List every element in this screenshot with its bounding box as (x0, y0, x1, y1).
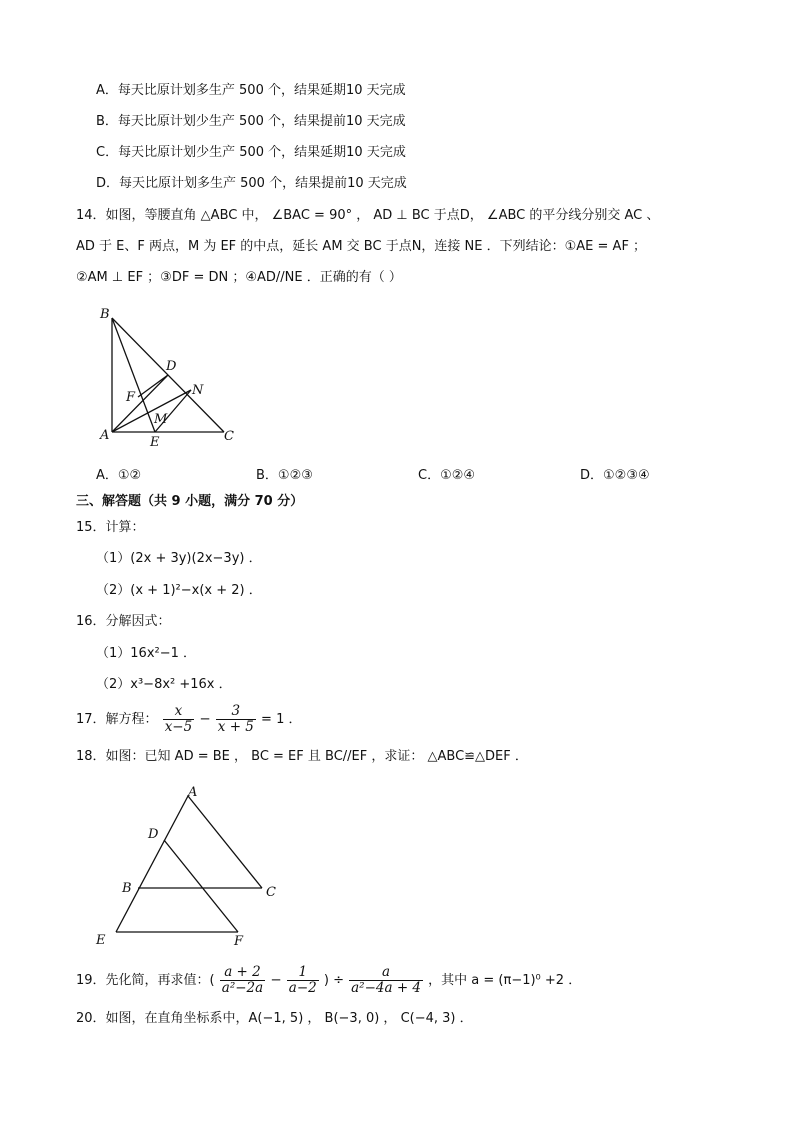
label-a: A (100, 428, 110, 443)
q17-equation (76, 702, 301, 737)
q18-triangles-figure (92, 782, 292, 952)
q17-frac2-numerator: 3 (216, 704, 256, 720)
q16-part-1: （1）16x²−1 ． (96, 646, 197, 661)
q13-option-a: A．每天比原计划多生产 500 个，结果延期10 天完成 (96, 83, 406, 98)
q19-frac1-numerator: a + 2 (220, 965, 265, 981)
q19-frac2-numerator: 1 (287, 965, 319, 981)
q19-fraction-1 (220, 965, 265, 996)
q13-option-d: D．每天比原计划多生产 500 个，结果提前10 天完成 (96, 176, 407, 191)
q16-title: 16．分解因式： (76, 614, 171, 629)
segment-ae (116, 796, 188, 932)
q14-option-a: A．①② (96, 468, 142, 483)
label-b-18: B (122, 881, 132, 896)
segment-ac-18 (188, 796, 262, 888)
q18-text: 18．如图：已知 AD = BE ， BC = EF 且 BC//EF ，求证： △ABC≌△DEF ． (76, 749, 528, 764)
q19-expression (76, 962, 581, 999)
label-e: E (150, 435, 160, 446)
q17-fraction-1 (163, 704, 195, 735)
q19-divide: ) ÷ (323, 973, 344, 988)
q14-line-2: AD 于 E、F 两点，M 为 EF 的中点，延长 AM 交 BC 于点N，连接 NE ．下列结论：①AE = AF ； (76, 239, 647, 254)
label-e-18: E (96, 933, 106, 948)
q17-prefix: 17．解方程： (76, 712, 158, 727)
label-c-18: C (266, 885, 276, 900)
q19-frac3-denominator: a²−4a + 4 (351, 980, 422, 996)
label-d-18: D (148, 827, 159, 842)
q14-line-1: 14．如图，等腰直角 △ABC 中， ∠BAC = 90° ， AD ⊥ BC 于点D， ∠ABC 的平分线分别交 AC 、 (76, 208, 660, 223)
q19-fraction-3 (349, 965, 423, 996)
label-d: D (166, 359, 177, 374)
q15-part-1: （1）(2x + 3y)(2x−3y) ． (96, 551, 262, 566)
q15-part-2: （2）(x + 1)²−x(x + 2) ． (96, 583, 262, 598)
q19-frac2-denominator: a−2 (288, 980, 317, 996)
q17-frac1-denominator: x−5 (164, 719, 193, 735)
q14-line-3: ②AM ⊥ EF ；③DF = DN ；④AD//NE ．正确的有（ ） (76, 270, 402, 285)
label-f-18: F (234, 934, 244, 949)
q13-option-c: C．每天比原计划少生产 500 个，结果延期10 天完成 (96, 145, 406, 160)
label-n: N (192, 383, 204, 398)
q16-part-2: （2）x³−8x² +16x ． (96, 677, 232, 692)
q17-suffix: = 1 ． (261, 712, 302, 727)
q15-title: 15．计算： (76, 520, 145, 535)
q14-triangle-figure (96, 306, 256, 446)
label-b: B (100, 307, 110, 322)
q20-text: 20．如图，在直角坐标系中，A(−1, 5) ， B(−3, 0) ， C(−4, 3) ． (76, 1011, 473, 1026)
q17-frac1-numerator: x (163, 704, 195, 720)
section-3-heading: 三、解答题（共 9 小题，满分 70 分） (76, 494, 304, 509)
label-a-18: A (188, 785, 198, 800)
q19-suffix: ，其中 a = (π−1)⁰ +2 ． (428, 973, 582, 988)
label-f: F (126, 390, 136, 405)
segment-an (112, 390, 191, 432)
segment-df (164, 840, 238, 932)
q14-option-c: C．①②④ (418, 468, 476, 483)
q17-minus: − (199, 711, 211, 727)
q17-fraction-2 (216, 704, 256, 735)
segment-be (112, 318, 155, 432)
q19-minus: − (270, 972, 282, 988)
q17-frac2-denominator: x + 5 (217, 719, 254, 735)
q19-fraction-2 (287, 965, 319, 996)
q13-option-b: B．每天比原计划少生产 500 个，结果提前10 天完成 (96, 114, 406, 129)
label-m: M (154, 412, 168, 427)
q19-frac3-numerator: a (349, 965, 423, 981)
q19-prefix: 19．先化简，再求值：( (76, 973, 215, 988)
label-c: C (224, 429, 234, 444)
q14-option-d: D．①②③④ (580, 468, 650, 483)
segment-fd (138, 375, 168, 397)
q14-option-b: B．①②③ (256, 468, 313, 483)
q19-frac1-denominator: a²−2a (221, 980, 264, 996)
